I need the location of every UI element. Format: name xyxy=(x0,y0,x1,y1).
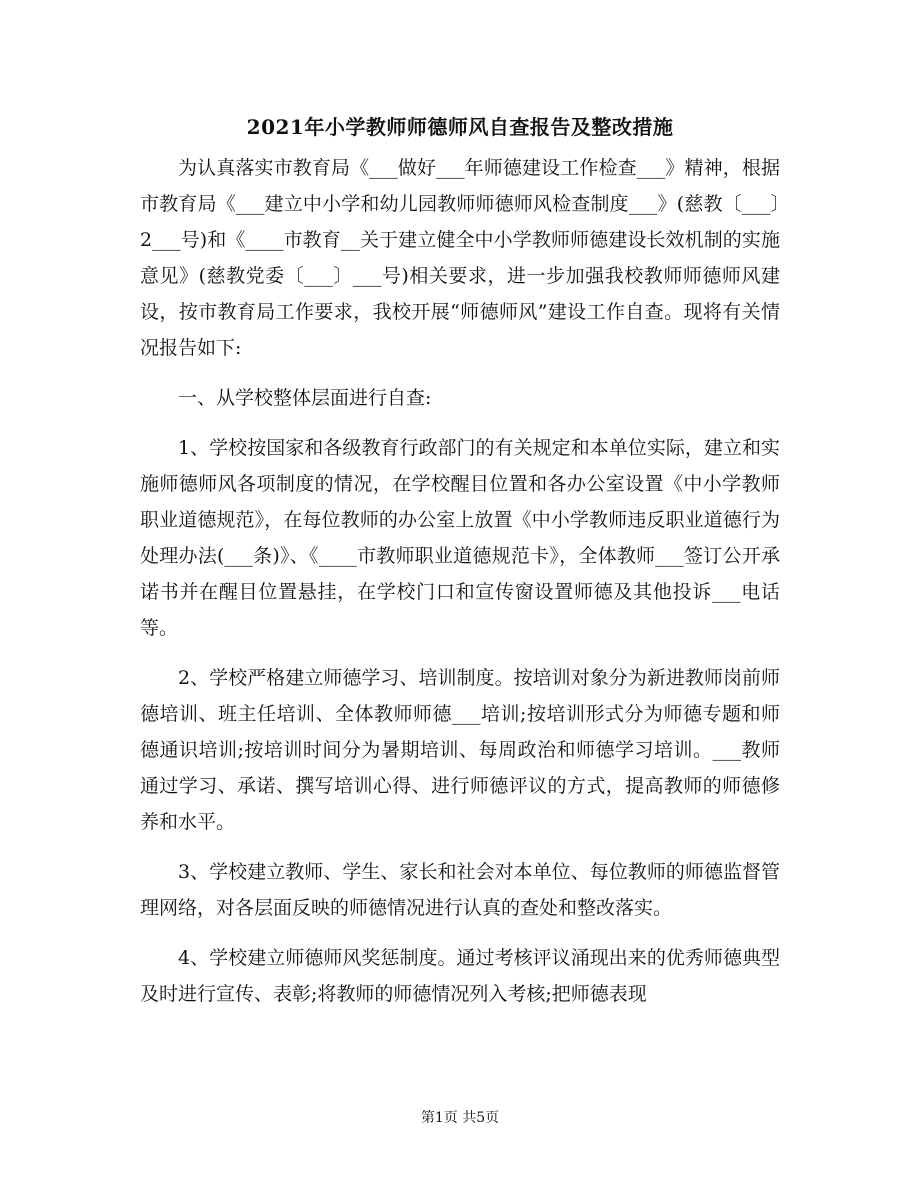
paragraph-intro: 为认真落实市教育局《___做好___年师德建设工作检查___》精神，根据市教育局《___建立中小学和幼儿园教师师德师风检查制度___》(慈教〔___〕2___号)和《____市教育__关于建立健全中小学教师师德建设长效机制的实施意见》(慈教党委〔___〕___号)相关要求，进一步加强我校教师师德师风建设，按市教育局工作要求，我校开展“师德师风”建设工作自查。现将有关情况报告如下: xyxy=(140,157,780,359)
paragraph-section-heading: 一、从学校整体层面进行自查: xyxy=(178,387,432,409)
document-body xyxy=(140,150,780,1012)
paragraph-item-3: 3、学校建立教师、学生、家长和社会对本单位、每位教师的师德监督管理网络，对各层面反映的师德情况进行认真的查处和整改落实。 xyxy=(140,861,780,919)
document-title: 2021年小学教师师德师风自查报告及整改措施 xyxy=(246,115,674,139)
paragraph-item-4: 4、学校建立师德师风奖惩制度。通过考核评议涌现出来的优秀师德典型及时进行宣传、表彰;将教师的师德情况列入考核;把师德表现 xyxy=(140,947,780,1005)
page-footer: 第1页 共5页 xyxy=(420,1110,500,1126)
paragraph-item-2: 2、学校严格建立师德学习、培训制度。按培训对象分为新进教师岗前师德培训、班主任培训、全体教师师德___培训;按培训形式分为师德专题和师德通识培训;按培训时间分为暑期培训、每周政治和师德学习培训。___教师通过学习、承诺、撰写培训心得、进行师德评议的方式，提高教师的师德修养和水平。 xyxy=(140,667,780,833)
paragraph-item-1: 1、学校按国家和各级教育行政部门的有关规定和本单位实际，建立和实施师德师风各项制度的情况，在学校醒目位置和各办公室设置《中小学教师职业道德规范》，在每位教师的办公室上放置《中小学教师违反职业道德行为处理办法(___条)》、《____市教师职业道德规范卡》，全体教师___签订公开承诺书并在醒目位置悬挂，在学校门口和宣传窗设置师德及其他投诉___电话等。 xyxy=(140,437,780,639)
